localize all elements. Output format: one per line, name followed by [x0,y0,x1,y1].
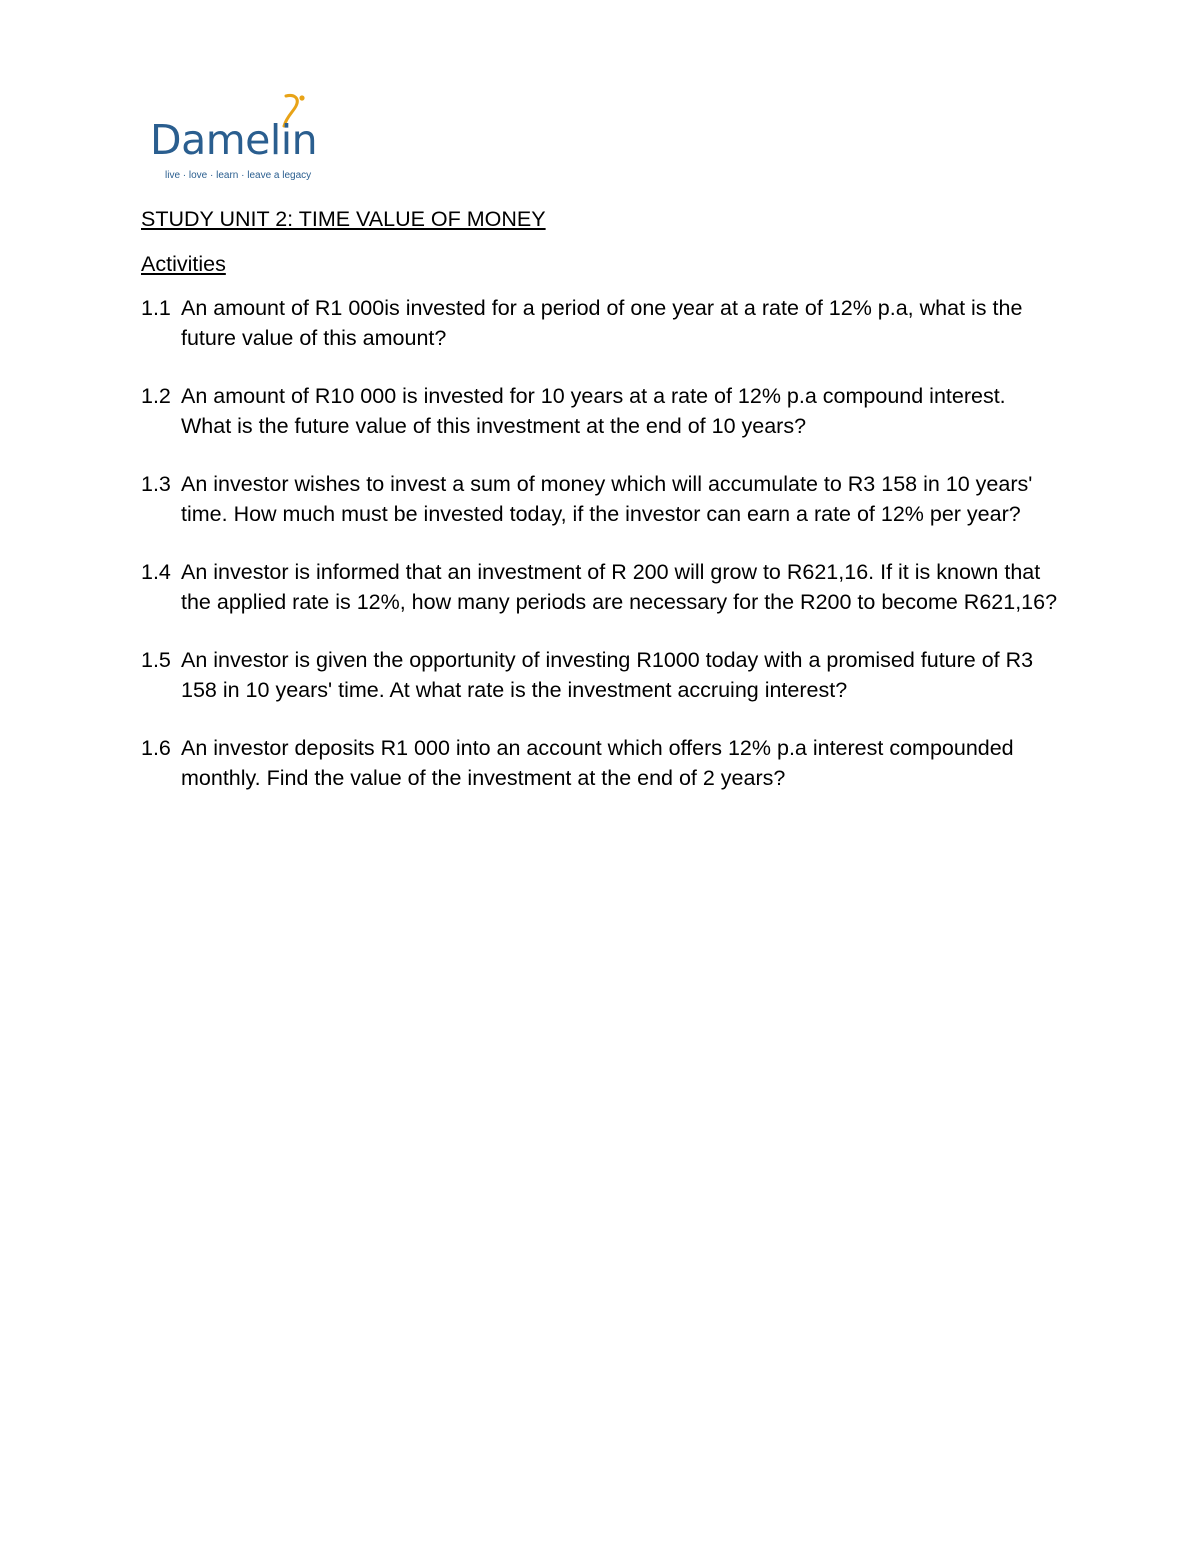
page-title: STUDY UNIT 2: TIME VALUE OF MONEY [141,207,546,231]
question-number: 1.5 [141,648,171,672]
question-number: 1.2 [141,384,171,408]
document-body [141,205,1061,822]
question-item [141,382,1061,441]
question-number: 1.1 [141,296,171,320]
question-text: An amount of R10 000 is invested for 10 years at a rate of 12% p.a compound interest. What is the future value of this investment at the end of 10 years? [181,384,1006,438]
question-text: An investor deposits R1 000 into an account which offers 12% p.a interest compounded monthly. Find the value of the investment at the end of 2 years? [181,736,1014,790]
question-number: 1.6 [141,736,171,760]
question-text: An investor is informed that an investment of R 200 will grow to R621,16. If it is known that the applied rate is 12%, how many periods are necessary for the R200 to become R621,16? [181,560,1058,614]
question-item [141,558,1061,617]
damelin-logo [150,92,335,188]
question-list [141,294,1061,793]
question-number: 1.4 [141,560,171,584]
logo-wordmark: Damelin [150,116,318,164]
section-heading: Activities [141,251,226,276]
question-number: 1.3 [141,472,171,496]
logo-tagline: live · love · learn · leave a legacy [165,170,312,181]
question-text: An investor wishes to invest a sum of money which will accumulate to R3 158 in 10 years' time. How much must be invested today, if the investor can earn a rate of 12% per year? [181,472,1033,526]
question-item [141,646,1061,705]
question-text: An investor is given the opportunity of investing R1000 today with a promised future of R3 158 in 10 years' time. At what rate is the investment accruing interest? [181,648,1034,702]
question-item [141,294,1061,353]
question-text: An amount of R1 000is invested for a period of one year at a rate of 12% p.a, what is the future value of this amount? [181,296,1023,350]
question-item [141,470,1061,529]
question-item [141,734,1061,793]
